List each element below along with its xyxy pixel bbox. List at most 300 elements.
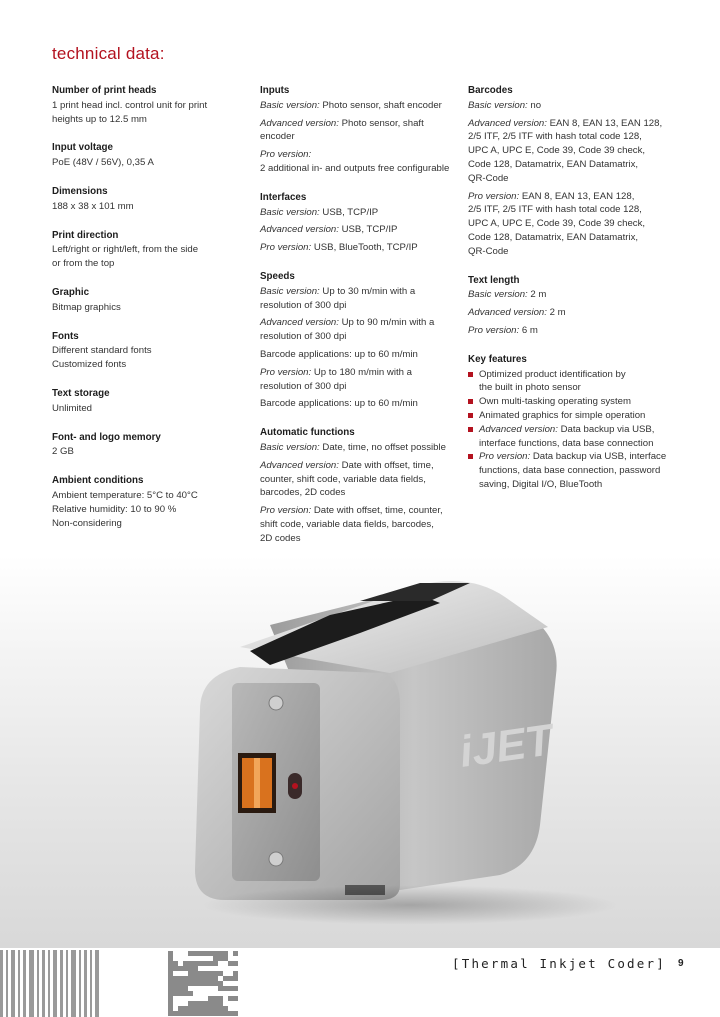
- version-label: Advanced version:: [468, 117, 547, 129]
- spec-section-heading: Speeds: [260, 270, 295, 282]
- feature-text: Data backup via USB,: [557, 423, 655, 435]
- matrix-cell: [198, 971, 203, 976]
- spec-text: Bitmap graphics: [52, 301, 121, 313]
- spec-line: [52, 517, 247, 531]
- matrix-cell: [233, 961, 238, 966]
- spec-text: UPC A, UPC E, Code 39, Code 39 check,: [468, 145, 646, 157]
- matrix-cell: [203, 961, 208, 966]
- spec-text: 2 m: [527, 289, 547, 301]
- spec-line: [52, 99, 247, 113]
- matrix-cell: [168, 971, 173, 976]
- spec-paragraph: [260, 316, 455, 344]
- matrix-cell: [208, 1001, 213, 1006]
- matrix-cell: [178, 986, 183, 991]
- spec-paragraph: [468, 288, 668, 302]
- spec-line: [52, 503, 247, 517]
- matrix-cell: [168, 986, 173, 991]
- spec-text: 2 additional in- and outputs free configurable: [260, 162, 450, 174]
- matrix-cell: [168, 1001, 173, 1006]
- matrix-cell: [218, 1011, 223, 1016]
- feature-line: [479, 464, 668, 478]
- spec-section: [468, 84, 668, 259]
- matrix-cell: [183, 961, 188, 966]
- spec-line: [260, 206, 455, 220]
- spec-paragraph: [52, 243, 247, 271]
- version-label: Basic version:: [260, 206, 320, 218]
- matrix-cell: [168, 956, 173, 961]
- spec-line: [52, 113, 247, 127]
- feature-text: Optimized product identification by: [479, 368, 626, 380]
- spec-section-heading: Graphic: [52, 286, 90, 298]
- feature-line: [479, 450, 668, 464]
- barcode-bar: [60, 950, 63, 1017]
- matrix-cell: [208, 981, 213, 986]
- matrix-cell: [213, 951, 218, 956]
- spec-text: 2/5 ITF, 2/5 ITF with hash total code 128,: [468, 131, 642, 143]
- spec-section-body: [52, 243, 247, 271]
- matrix-cell: [203, 1011, 208, 1016]
- spec-line: [260, 316, 455, 330]
- spec-line: [260, 348, 455, 362]
- matrix-cell: [198, 1006, 203, 1011]
- spec-text: Code 128, Datamatrix, EAN Datamatrix,: [468, 158, 639, 170]
- barcode-bar: [11, 950, 15, 1017]
- spec-column-2: [260, 84, 455, 561]
- spec-section-body: [52, 301, 247, 315]
- matrix-cell: [193, 951, 198, 956]
- matrix-cell: [193, 966, 198, 971]
- datamatrix-code-icon: [168, 950, 238, 1017]
- spec-section-heading: Font- and logo memory: [52, 431, 161, 443]
- spec-section: [52, 84, 247, 126]
- matrix-cell: [203, 951, 208, 956]
- spec-text: Non-considering: [52, 517, 122, 529]
- matrix-cell: [178, 1006, 183, 1011]
- barcode-bar: [18, 950, 20, 1017]
- matrix-cell: [198, 976, 203, 981]
- version-label: Pro version:: [468, 190, 520, 202]
- matrix-cell: [228, 961, 233, 966]
- spec-text: Date, time, no offset possible: [319, 441, 446, 453]
- spec-column-3: [468, 84, 668, 507]
- key-features-heading: Key features: [468, 353, 527, 365]
- spec-section-heading: Interfaces: [260, 191, 307, 203]
- spec-line: [52, 156, 247, 170]
- matrix-cell: [223, 1011, 228, 1016]
- spec-paragraph: [260, 223, 455, 237]
- matrix-cell: [198, 961, 203, 966]
- matrix-cell: [193, 1006, 198, 1011]
- matrix-cell: [218, 1001, 223, 1006]
- matrix-cell: [168, 1011, 173, 1016]
- spec-paragraph: [260, 117, 455, 145]
- version-label: Basic version:: [468, 289, 528, 301]
- spec-paragraph: [468, 324, 668, 338]
- version-label: Pro version:: [260, 505, 312, 517]
- spec-text: heights up to 12.5 mm: [52, 113, 147, 125]
- spec-section-body: [260, 206, 455, 255]
- spec-line: [468, 144, 668, 158]
- matrix-cell: [218, 951, 223, 956]
- spec-paragraph: [260, 366, 455, 394]
- matrix-cell: [203, 1001, 208, 1006]
- spec-line: [260, 285, 455, 299]
- spec-line: [260, 518, 455, 532]
- feature-line: [479, 368, 668, 382]
- spec-column-1: [52, 84, 247, 545]
- version-label: Pro version:: [260, 149, 312, 161]
- barcode-bar: [84, 950, 87, 1017]
- spec-paragraph: [260, 459, 455, 500]
- matrix-cell: [173, 986, 178, 991]
- spec-section-body: [260, 99, 455, 176]
- matrix-cell: [173, 981, 178, 986]
- spec-line: [260, 162, 455, 176]
- spec-text: shift code, variable data fields, barcodes,: [260, 518, 434, 530]
- spec-text: EAN 8, EAN 13, EAN 128,: [546, 117, 663, 129]
- matrix-cell: [168, 981, 173, 986]
- spec-line: [260, 330, 455, 344]
- matrix-cell: [188, 966, 193, 971]
- spec-section-body: [52, 445, 247, 459]
- version-label: Advanced version:: [468, 307, 547, 319]
- spec-section-heading: Print direction: [52, 229, 119, 241]
- spec-text: Up to 30 m/min with a: [319, 285, 416, 297]
- spec-section-body: [52, 344, 247, 372]
- spec-section-heading: Inputs: [260, 85, 290, 96]
- matrix-cell: [208, 961, 213, 966]
- spec-text: USB, TCP/IP: [338, 224, 398, 236]
- spec-text: EAN 8, EAN 13, EAN 128,: [519, 190, 635, 202]
- spec-line: [260, 117, 455, 145]
- spec-section: [52, 141, 247, 170]
- spec-line: [260, 473, 455, 487]
- spec-text: Code 128, Datamatrix, EAN Datamatrix,: [468, 231, 639, 243]
- matrix-cell: [188, 951, 193, 956]
- spec-paragraph: [260, 206, 455, 220]
- matrix-cell: [213, 981, 218, 986]
- spec-text: PoE (48V / 56V), 0,35 A: [52, 157, 154, 169]
- spec-line: [260, 486, 455, 500]
- matrix-cell: [228, 986, 233, 991]
- spec-text: Up to 90 m/min with a: [338, 317, 435, 329]
- spec-text: Ambient temperature: 5°C to 40°C: [52, 489, 198, 501]
- version-label: Advanced version:: [260, 117, 339, 129]
- spec-paragraph: [260, 441, 455, 455]
- matrix-cell: [193, 1001, 198, 1006]
- matrix-cell: [233, 986, 238, 991]
- spec-paragraph: [260, 348, 455, 362]
- matrix-cell: [193, 961, 198, 966]
- spec-paragraph: [52, 301, 247, 315]
- spec-section-body: [52, 402, 247, 416]
- matrix-cell: [188, 991, 193, 996]
- barcode-bar: [23, 950, 26, 1017]
- spec-text: 2/5 ITF, 2/5 ITF with hash total code 128,: [468, 204, 642, 216]
- matrix-cell: [228, 976, 233, 981]
- feature-line: [479, 478, 668, 492]
- matrix-cell: [193, 1011, 198, 1016]
- spec-section: [52, 431, 247, 460]
- spec-paragraph: [468, 117, 668, 186]
- spec-line: [52, 489, 247, 503]
- matrix-cell: [183, 1006, 188, 1011]
- product-photo: [0, 555, 720, 948]
- matrix-cell: [213, 971, 218, 976]
- spec-paragraph: [52, 200, 247, 214]
- matrix-cell: [198, 1001, 203, 1006]
- version-label: Basic version:: [260, 285, 320, 297]
- spec-text: UPC A, UPC E, Code 39, Code 39 check,: [468, 218, 646, 230]
- spec-text: or from the top: [52, 258, 115, 270]
- spec-paragraph: [260, 285, 455, 313]
- feature-text: Data backup via USB, interface: [530, 451, 667, 463]
- matrix-cell: [233, 1011, 238, 1016]
- spec-section-body: [52, 200, 247, 214]
- spec-text: Relative humidity: 10 to 90 %: [52, 503, 177, 515]
- matrix-cell: [233, 996, 238, 1001]
- matrix-cell: [218, 986, 223, 991]
- matrix-cell: [223, 951, 228, 956]
- spec-section-heading: Ambient conditions: [52, 475, 144, 487]
- spec-paragraph: [52, 156, 247, 170]
- spec-paragraph: [468, 99, 668, 113]
- spec-section: [52, 229, 247, 271]
- spec-section-heading: Text length: [468, 274, 520, 286]
- matrix-cell: [218, 996, 223, 1001]
- spec-text: Photo sensor, shaft encoder: [260, 117, 424, 143]
- feature-text: the built in photo sensor: [479, 382, 581, 394]
- page-footer: [0, 948, 720, 1017]
- version-label: Advanced version:: [260, 317, 339, 329]
- spec-text: 2 GB: [52, 446, 74, 458]
- matrix-cell: [228, 1011, 233, 1016]
- matrix-cell: [188, 1006, 193, 1011]
- matrix-cell: [203, 981, 208, 986]
- spec-text: 188 x 38 x 101 mm: [52, 200, 134, 212]
- feature-text: saving, Digital I/O, BlueTooth: [479, 478, 603, 490]
- matrix-cell: [208, 1006, 213, 1011]
- matrix-cell: [168, 1006, 173, 1011]
- decorative-barcode-icon: [0, 950, 160, 1017]
- key-features-list: [468, 368, 668, 492]
- spec-text: Customized fonts: [52, 359, 127, 371]
- spec-section-body: [52, 99, 247, 127]
- matrix-cell: [178, 1011, 183, 1016]
- spec-section: [52, 474, 247, 530]
- spec-line: [52, 257, 247, 271]
- matrix-cell: [188, 976, 193, 981]
- matrix-cell: [168, 966, 173, 971]
- matrix-cell: [173, 1011, 178, 1016]
- matrix-cell: [188, 981, 193, 986]
- spec-line: [52, 243, 247, 257]
- barcode-bar: [71, 950, 76, 1017]
- matrix-cell: [183, 986, 188, 991]
- spec-section-heading: Barcodes: [468, 85, 513, 96]
- matrix-cell: [168, 961, 173, 966]
- spec-section-heading: Input voltage: [52, 142, 113, 154]
- key-features-section: [468, 353, 668, 492]
- matrix-cell: [233, 971, 238, 976]
- matrix-cell: [178, 981, 183, 986]
- barcode-bar: [6, 950, 8, 1017]
- barcode-bar: [0, 950, 3, 1017]
- spec-section: [52, 185, 247, 214]
- matrix-cell: [213, 961, 218, 966]
- spec-line: [468, 203, 668, 217]
- spec-section: [260, 191, 455, 255]
- spec-text: 1 print head incl. control unit for print: [52, 99, 208, 111]
- spec-text: Left/right or right/left, from the side: [52, 244, 199, 256]
- matrix-cell: [193, 971, 198, 976]
- spec-line: [468, 231, 668, 245]
- spec-text: QR-Code: [468, 172, 509, 184]
- matrix-cell: [213, 976, 218, 981]
- matrix-cell: [203, 971, 208, 976]
- spec-paragraph: [52, 344, 247, 372]
- matrix-cell: [188, 1001, 193, 1006]
- matrix-cell: [168, 996, 173, 1001]
- matrix-cell: [183, 991, 188, 996]
- spec-column-3-sections: [468, 84, 668, 338]
- version-label: Pro version:: [260, 366, 312, 378]
- spec-paragraph: [260, 99, 455, 113]
- matrix-cell: [208, 976, 213, 981]
- matrix-cell: [173, 966, 178, 971]
- spec-line: [468, 217, 668, 231]
- spec-line: [260, 366, 455, 380]
- spec-line: [468, 288, 668, 302]
- matrix-cell: [198, 951, 203, 956]
- spec-section: [260, 426, 455, 545]
- matrix-cell: [208, 971, 213, 976]
- matrix-cell: [168, 991, 173, 996]
- spec-section-heading: Fonts: [52, 330, 79, 342]
- matrix-cell: [213, 1001, 218, 1006]
- spec-paragraph: [52, 99, 247, 127]
- barcode-bar: [66, 950, 68, 1017]
- spec-paragraph: [52, 402, 247, 416]
- matrix-cell: [193, 981, 198, 986]
- matrix-cell: [223, 986, 228, 991]
- spec-line: [468, 99, 668, 113]
- matrix-cell: [233, 951, 238, 956]
- spec-line: [468, 324, 668, 338]
- feature-text: functions, data base connection, password: [479, 465, 661, 477]
- spec-text: Date with offset, time,: [338, 459, 434, 471]
- spec-line: [260, 441, 455, 455]
- matrix-cell: [183, 966, 188, 971]
- spec-section-body: [468, 288, 668, 337]
- matrix-cell: [223, 976, 228, 981]
- spec-section-heading: Automatic functions: [260, 427, 355, 439]
- barcode-bar: [53, 950, 57, 1017]
- spec-line: [260, 380, 455, 394]
- spec-section-body: [52, 156, 247, 170]
- matrix-cell: [173, 976, 178, 981]
- device-shadow: [200, 885, 620, 925]
- spec-section-heading: Text storage: [52, 387, 110, 399]
- spec-paragraph: [260, 504, 455, 545]
- version-label: Basic version:: [468, 99, 528, 111]
- spec-line: [260, 223, 455, 237]
- spec-line: [52, 358, 247, 372]
- version-label: Advanced version:: [260, 459, 339, 471]
- feature-line: [479, 409, 668, 423]
- spec-text: resolution of 300 dpi: [260, 331, 347, 343]
- spec-section: [468, 274, 668, 338]
- spec-line: [468, 158, 668, 172]
- spec-line: [260, 504, 455, 518]
- matrix-cell: [198, 1011, 203, 1016]
- spec-text: 2D codes: [260, 532, 301, 544]
- matrix-cell: [168, 951, 173, 956]
- spec-section: [52, 330, 247, 372]
- matrix-cell: [188, 971, 193, 976]
- spec-paragraph: [468, 306, 668, 320]
- spec-text: USB, BlueTooth, TCP/IP: [311, 242, 418, 254]
- version-label: Basic version:: [260, 441, 320, 453]
- spec-section: [52, 286, 247, 315]
- spec-line: [52, 402, 247, 416]
- matrix-cell: [193, 976, 198, 981]
- matrix-cell: [213, 1011, 218, 1016]
- feature-line: [479, 423, 668, 437]
- matrix-cell: [208, 996, 213, 1001]
- spec-text: QR-Code: [468, 245, 509, 257]
- spec-line: [52, 200, 247, 214]
- spec-text: Unlimited: [52, 402, 92, 414]
- matrix-cell: [218, 956, 223, 961]
- spec-line: [260, 397, 455, 411]
- key-feature-item: [468, 450, 668, 491]
- spec-line: [260, 148, 455, 162]
- page-title: technical data:: [52, 44, 165, 63]
- spec-line: [468, 117, 668, 131]
- spec-text: barcodes, 2D codes: [260, 487, 346, 499]
- spec-text: USB, TCP/IP: [319, 206, 379, 218]
- version-label: Basic version:: [260, 99, 320, 111]
- matrix-cell: [178, 966, 183, 971]
- spec-paragraph: [260, 241, 455, 255]
- spec-line: [52, 301, 247, 315]
- spec-paragraph: [52, 445, 247, 459]
- spec-text: 2 m: [546, 307, 566, 319]
- matrix-cell: [233, 976, 238, 981]
- spec-section-body: [468, 99, 668, 259]
- matrix-cell: [213, 1006, 218, 1011]
- version-label: Advanced version:: [479, 423, 558, 435]
- matrix-cell: [208, 1011, 213, 1016]
- matrix-cell: [188, 1011, 193, 1016]
- spec-line: [468, 130, 668, 144]
- spec-text: no: [527, 99, 542, 111]
- matrix-cell: [173, 961, 178, 966]
- barcode-bar: [48, 950, 50, 1017]
- matrix-cell: [213, 956, 218, 961]
- matrix-cell: [168, 976, 173, 981]
- key-feature-item: [468, 395, 668, 409]
- spec-line: [468, 245, 668, 259]
- key-feature-item: [468, 368, 668, 396]
- feature-text: Own multi-tasking operating system: [479, 396, 631, 408]
- spec-line: [468, 306, 668, 320]
- matrix-cell: [173, 991, 178, 996]
- feature-line: [479, 395, 668, 409]
- spec-section-body: [260, 285, 455, 411]
- version-label: Pro version:: [260, 242, 312, 254]
